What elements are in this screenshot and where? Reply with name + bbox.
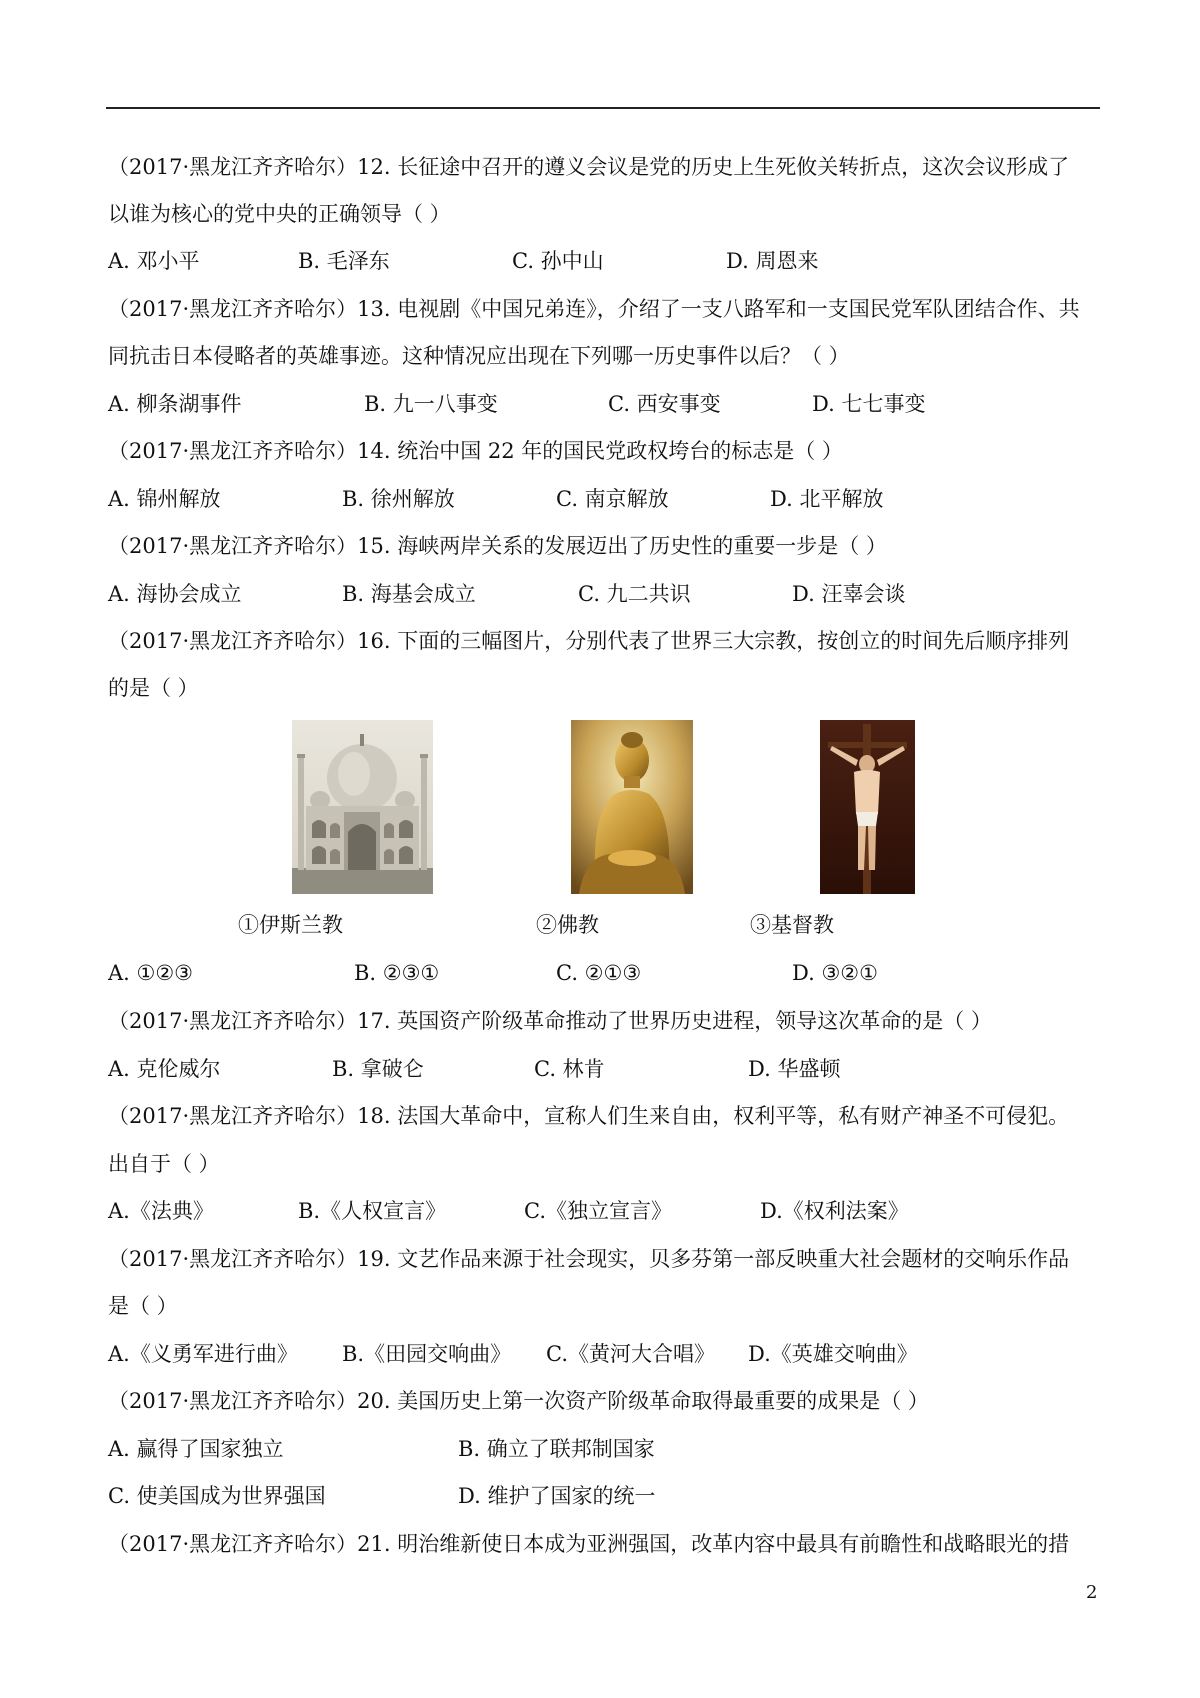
question-15-line-1: （2017·黑龙江齐齐哈尔）15. 海峡两岸关系的发展迈出了历史性的重要一步是（ ） <box>108 534 887 558</box>
option-d: D. 北平解放 <box>770 487 884 511</box>
option-b: B. 九一八事变 <box>364 392 498 416</box>
option-b: B. ②③① <box>354 961 440 985</box>
question-19-line-1: （2017·黑龙江齐齐哈尔）19. 文艺作品来源于社会现实，贝多芬第一部反映重大社会题材的交响乐作品 <box>108 1247 1070 1271</box>
option-c: C. 孙中山 <box>512 249 604 273</box>
option-a: A. 赢得了国家独立 <box>108 1437 284 1461</box>
page-number: 2 <box>1086 1582 1098 1603</box>
option-c: C. 林肯 <box>534 1057 605 1081</box>
question-20-line-1: （2017·黑龙江齐齐哈尔）20. 美国历史上第一次资产阶级革命取得最重要的成果是（ ） <box>108 1389 929 1413</box>
option-d: D.《权利法案》 <box>760 1199 909 1223</box>
option-b: B. 徐州解放 <box>342 487 455 511</box>
header-rule <box>106 107 1100 109</box>
question-14-line-1: （2017·黑龙江齐齐哈尔）14. 统治中国 22 年的国民党政权垮台的标志是（ ） <box>108 439 843 463</box>
question-13-line-2: 同抗击日本侵略者的英雄事迹。这种情况应出现在下列哪一历史事件以后？（ ） <box>108 344 850 368</box>
option-d: D. ③②① <box>792 961 878 985</box>
option-a: A. 锦州解放 <box>108 487 221 511</box>
option-a: A. 海协会成立 <box>108 582 242 606</box>
option-b: B. 毛泽东 <box>298 249 390 273</box>
option-b: B. 确立了联邦制国家 <box>458 1437 655 1461</box>
option-b: B. 拿破仑 <box>332 1057 424 1081</box>
question-18-line-1: （2017·黑龙江齐齐哈尔）18. 法国大革命中，宣称人们生来自由，权利平等，私有财产神圣不可侵犯。 <box>108 1104 1070 1128</box>
question-12-line-2: 以谁为核心的党中央的正确领导（ ） <box>108 202 451 226</box>
question-12-line-1: （2017·黑龙江齐齐哈尔）12. 长征途中召开的遵义会议是党的历史上生死攸关转折点，这次会议形成了 <box>108 155 1070 179</box>
buddha-image <box>571 720 693 894</box>
question-21-line-1: （2017·黑龙江齐齐哈尔）21. 明治维新使日本成为亚洲强国，改革内容中最具有前瞻性和战略眼光的措 <box>108 1532 1070 1556</box>
option-d: D. 汪辜会谈 <box>792 582 906 606</box>
question-17-line-1: （2017·黑龙江齐齐哈尔）17. 英国资产阶级革命推动了世界历史进程，领导这次革命的是（ ） <box>108 1009 992 1033</box>
option-c: C. ②①③ <box>556 961 642 985</box>
crucifix-image <box>820 720 915 894</box>
option-b: B.《人权宣言》 <box>298 1199 447 1223</box>
option-a: A.《法典》 <box>108 1199 214 1223</box>
caption-buddhism: ②佛教 <box>536 913 599 937</box>
option-d: D. 华盛顿 <box>748 1057 841 1081</box>
option-b: B.《田园交响曲》 <box>342 1342 512 1366</box>
mosque-image <box>292 720 433 894</box>
option-a: A. ①②③ <box>108 961 193 985</box>
option-c: C.《黄河大合唱》 <box>546 1342 715 1366</box>
option-a: A. 柳条湖事件 <box>108 392 242 416</box>
option-d: D. 周恩来 <box>726 249 819 273</box>
question-13-line-1: （2017·黑龙江齐齐哈尔）13. 电视剧《中国兄弟连》，介绍了一支八路军和一支国民党军队团结合作、共 <box>108 297 1080 321</box>
question-19-line-2: 是（ ） <box>108 1294 178 1318</box>
option-c: C. 南京解放 <box>556 487 669 511</box>
option-c: C. 西安事变 <box>608 392 721 416</box>
caption-islam: ①伊斯兰教 <box>238 913 343 937</box>
option-d: D. 维护了国家的统一 <box>458 1484 656 1508</box>
option-c: C.《独立宣言》 <box>524 1199 672 1223</box>
option-a: A. 克伦威尔 <box>108 1057 221 1081</box>
option-c: C. 九二共识 <box>578 582 691 606</box>
option-c: C. 使美国成为世界强国 <box>108 1484 326 1508</box>
question-16-line-2: 的是（ ） <box>108 676 199 700</box>
option-a: A. 邓小平 <box>108 249 200 273</box>
question-16-line-1: （2017·黑龙江齐齐哈尔）16. 下面的三幅图片，分别代表了世界三大宗教，按创立的时间先后顺序排列 <box>108 629 1070 653</box>
caption-christianity: ③基督教 <box>750 913 834 937</box>
option-d: D.《英雄交响曲》 <box>748 1342 918 1366</box>
option-a: A.《义勇军进行曲》 <box>108 1342 298 1366</box>
option-b: B. 海基会成立 <box>342 582 476 606</box>
option-d: D. 七七事变 <box>812 392 926 416</box>
question-18-line-2: 出自于（ ） <box>108 1152 220 1176</box>
